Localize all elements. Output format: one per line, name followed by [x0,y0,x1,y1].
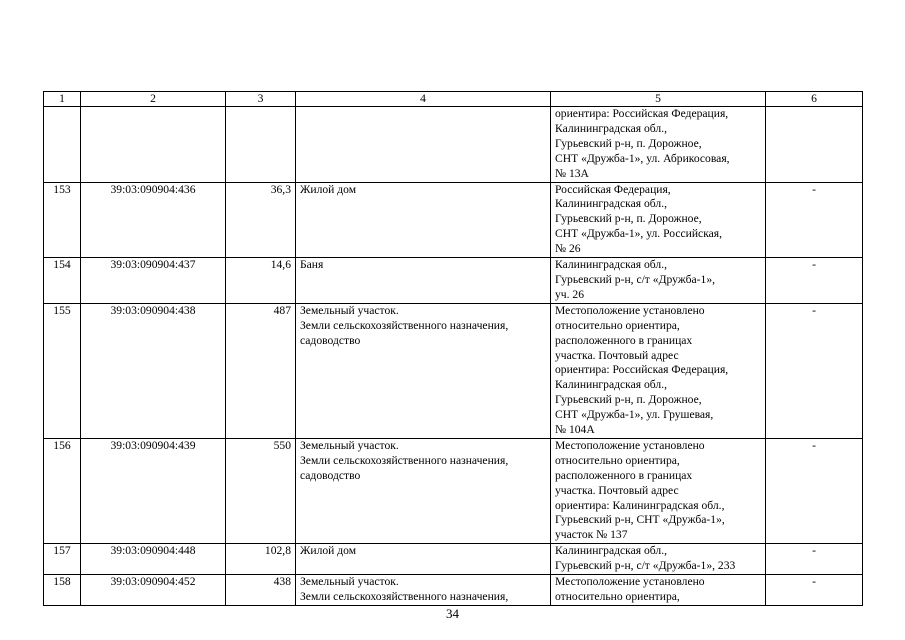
address-line: участка. Почтовый адрес [555,348,679,362]
note-cell [766,107,863,183]
description-line: Земельный участок. [300,438,399,452]
table-row [44,575,863,606]
description-line: Жилой дом [300,544,357,558]
address-cell [551,258,766,304]
address-line: СНТ «Дружба-1», ул. Абрикосовая, [555,151,730,165]
row-number-cell: 157 [44,544,81,575]
area-cell [226,107,296,183]
header-cell-6: 6 [766,92,863,107]
cadastral-number-cell [81,107,226,183]
address-line: ориентира: Российская Федерация, [555,363,729,377]
description-line: Земли сельскохозяйственного назначения, [300,590,509,603]
header-cell-2: 2 [81,92,226,107]
address-line: № 26 [555,242,581,256]
description-cell [296,182,551,258]
note-cell: - [766,575,863,606]
cadastral-number-cell: 39:03:090904:436 [81,182,226,258]
area-cell: 36,3 [226,182,296,258]
address-line: Местоположение установлено [555,303,705,317]
document-page [43,91,862,606]
header-cell-5: 5 [551,92,766,107]
area-cell: 550 [226,438,296,543]
note-cell: - [766,303,863,438]
header-cell-4: 4 [296,92,551,107]
address-cell [551,107,766,183]
address-line: Местоположение установлено [555,575,705,589]
note-cell: - [766,544,863,575]
description-cell [296,258,551,304]
area-cell: 438 [226,575,296,606]
address-line: Гурьевский р-н, с/т «Дружба-1», [555,272,716,286]
row-number-cell: 155 [44,303,81,438]
description-line: садоводство [300,333,361,347]
area-cell: 102,8 [226,544,296,575]
description-line: Земли сельскохозяйственного назначения, [300,453,509,467]
description-line: садоводство [300,468,361,482]
address-line: расположенного в границах [555,333,693,347]
address-line: относительно ориентира, [555,318,680,332]
address-line: Калининградская обл., [555,197,667,211]
address-line: Российская Федерация, [555,182,671,196]
cadastral-number-cell: 39:03:090904:437 [81,258,226,304]
address-line: № 104А [555,423,595,437]
note-cell: - [766,258,863,304]
address-line: участок № 137 [555,528,628,542]
description-line: Земельный участок. [300,303,399,317]
header-cell-1: 1 [44,92,81,107]
address-line: Гурьевский р-н, СНТ «Дружба-1», [555,513,725,527]
cadastral-number-cell: 39:03:090904:452 [81,575,226,606]
row-number-cell: 153 [44,182,81,258]
table-header-row [44,92,863,107]
cadastral-number-cell: 39:03:090904:448 [81,544,226,575]
note-cell: - [766,182,863,258]
table-body [44,107,863,606]
row-number-cell: 158 [44,575,81,606]
address-line: Гурьевский р-н, п. Дорожное, [555,136,702,150]
description-line: Жилой дом [300,182,357,196]
description-cell [296,107,551,183]
address-line: относительно ориентира, [555,590,680,603]
address-line: ориентира: Калининградская обл., [555,498,725,512]
property-registry-table [43,91,863,606]
address-cell [551,182,766,258]
description-cell [296,544,551,575]
table-row [44,258,863,304]
address-line: расположенного в границах [555,468,693,482]
table-row [44,182,863,258]
address-line: Гурьевский р-н, п. Дорожное, [555,212,702,226]
row-number-cell [44,107,81,183]
address-line: ориентира: Российская Федерация, [555,107,729,120]
description-cell [296,303,551,438]
description-line: Земельный участок. [300,575,399,589]
cadastral-number-cell: 39:03:090904:439 [81,438,226,543]
description-cell [296,438,551,543]
address-line: № 13А [555,166,589,180]
address-line: Калининградская обл., [555,258,667,272]
cadastral-number-cell: 39:03:090904:438 [81,303,226,438]
note-cell: - [766,438,863,543]
address-line: относительно ориентира, [555,453,680,467]
row-number-cell: 154 [44,258,81,304]
address-line: Гурьевский р-н, с/т «Дружба-1», 233 [555,559,736,573]
table-row [44,303,863,438]
table-row [44,438,863,543]
address-cell [551,575,766,606]
address-line: участка. Почтовый адрес [555,483,679,497]
address-line: Местоположение установлено [555,438,705,452]
address-cell [551,438,766,543]
area-cell: 487 [226,303,296,438]
address-line: СНТ «Дружба-1», ул. Российская, [555,227,723,241]
description-line: Баня [300,258,324,272]
address-line: Калининградская обл., [555,544,667,558]
table-row [44,544,863,575]
address-line: Калининградская обл., [555,378,667,392]
description-line: Земли сельскохозяйственного назначения, [300,318,509,332]
address-cell [551,544,766,575]
address-cell [551,303,766,438]
address-line: Гурьевский р-н, п. Дорожное, [555,393,702,407]
page-number: 34 [446,606,459,621]
description-cell [296,575,551,606]
address-line: уч. 26 [555,287,585,301]
header-cell-3: 3 [226,92,296,107]
row-number-cell: 156 [44,438,81,543]
address-line: Калининградская обл., [555,121,667,135]
area-cell: 14,6 [226,258,296,304]
table-row [44,107,863,183]
address-line: СНТ «Дружба-1», ул. Грушевая, [555,408,714,422]
